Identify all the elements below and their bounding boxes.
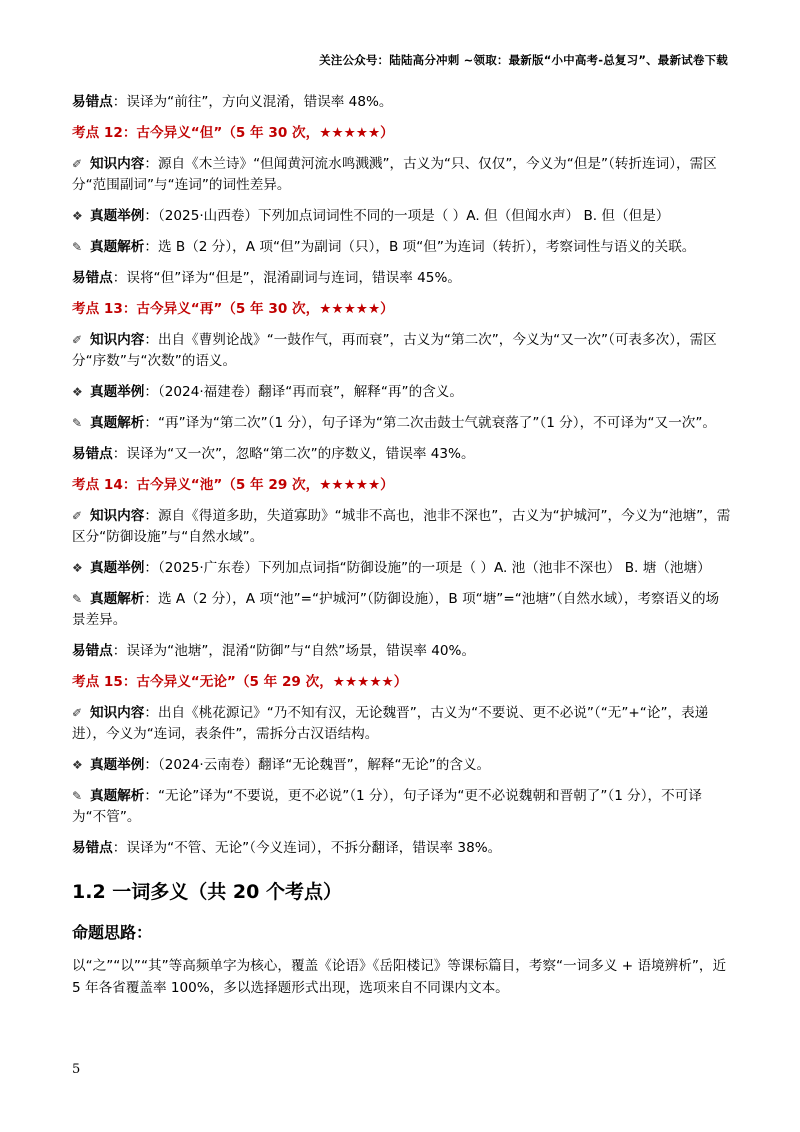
example-line xyxy=(72,755,732,776)
error-line xyxy=(72,444,732,465)
page-header: 关注公众号：陆陆高分冲刺 ~领取：最新版“小中高考-总复习”、最新试卷下载 xyxy=(319,53,728,67)
knowledge-text: ：源自《木兰诗》“但闻黄河流水鸣溅溅”，古义为“只、仅仅”，今义为“但是”（转折连词），需区分“范围副词”与“连词”的词性差异。 xyxy=(72,156,717,193)
example-label: 真题举例 xyxy=(90,384,145,400)
exam-point-14 xyxy=(72,475,732,662)
knowledge-label: 知识内容 xyxy=(90,508,145,524)
page-content xyxy=(72,92,732,999)
knowledge-label: 知识内容 xyxy=(90,705,145,721)
analysis-line xyxy=(72,589,732,631)
example-text: ：（2025·广东卷）下列加点词指“防御设施”的一项是（ ）A. 池（池非不深也） B. 塘（池塘） xyxy=(144,560,711,576)
knowledge-line xyxy=(72,703,732,745)
intro-error-line xyxy=(72,92,732,113)
section-heading: 1.2 一词多义（共 20 个考点） xyxy=(72,881,342,903)
error-text: ：误译为“不管、无论”（今义连词），不拆分翻译，错误率 38%。 xyxy=(112,840,502,856)
error-label: 易错点 xyxy=(72,270,113,286)
page-number: 5 xyxy=(72,1062,81,1077)
example-text: ：（2024·云南卷）翻译“无论魏晋”，解释“无论”的含义。 xyxy=(144,757,491,773)
exam-point-13 xyxy=(72,299,732,465)
error-text: ：误译为“前往”，方向义混淆，错误率 48%。 xyxy=(112,94,393,110)
pencil-icon: ✐ xyxy=(72,333,83,347)
point-title: 考点 13：古今异义“再”（5 年 30 次，★★★★★） xyxy=(72,301,394,317)
point-title: 考点 12：古今异义“但”（5 年 30 次，★★★★★） xyxy=(72,125,394,141)
diamond-bullet-icon: ❖ xyxy=(72,209,83,223)
diamond-bullet-icon: ❖ xyxy=(72,561,83,575)
knowledge-line xyxy=(72,506,732,548)
analysis-label: 真题解析 xyxy=(90,591,145,607)
analysis-label: 真题解析 xyxy=(90,415,145,431)
knowledge-text: ：源自《得道多助，失道寡助》“城非不高也，池非不深也”，古义为“护城河”，今义为“池塘”，需区分“防御设施”与“自然水域”。 xyxy=(72,508,731,545)
knowledge-text: ：出自《桃花源记》“乃不知有汉，无论魏晋”，古义为“不要说、更不必说”（“无”+“论”，表递进），今义为“连词，表条件”，需拆分古汉语结构。 xyxy=(72,705,709,742)
error-line xyxy=(72,838,732,859)
exam-point-12 xyxy=(72,123,732,289)
diamond-bullet-icon: ❖ xyxy=(72,385,83,399)
knowledge-label: 知识内容 xyxy=(90,156,145,172)
example-label: 真题举例 xyxy=(90,560,145,576)
example-label: 真题举例 xyxy=(90,208,145,224)
example-text: ：（2025·山西卷）下列加点词词性不同的一项是（ ）A. 但（但闻水声） B. 但（但是） xyxy=(144,208,670,224)
error-text: ：误译为“又一次”，忽略“第二次”的序数义，错误率 43%。 xyxy=(112,446,475,462)
knowledge-text: ：出自《曹刿论战》“一鼓作气，再而衰”，古义为“第二次”，今义为“又一次”（可表多次），需区分“序数”与“次数”的语义。 xyxy=(72,332,717,369)
analysis-line xyxy=(72,413,732,434)
example-text: ：（2024·福建卷）翻译“再而衰”，解释“再”的含义。 xyxy=(144,384,463,400)
example-line xyxy=(72,206,732,227)
error-line xyxy=(72,268,732,289)
example-label: 真题举例 xyxy=(90,757,145,773)
error-label: 易错点 xyxy=(72,94,113,110)
pen-icon: ✎ xyxy=(72,592,83,606)
error-text: ：误将“但”译为“但是”，混淆副词与连词，错误率 45%。 xyxy=(112,270,461,286)
analysis-line xyxy=(72,786,732,828)
pen-icon: ✎ xyxy=(72,789,83,803)
analysis-label: 真题解析 xyxy=(90,239,145,255)
pen-icon: ✎ xyxy=(72,240,83,254)
analysis-text: ：“再”译为“第二次”（1 分），句子译为“第二次击鼓士气就衰落了”（1 分），不可译为“又一次”。 xyxy=(144,415,717,431)
error-label: 易错点 xyxy=(72,840,113,856)
knowledge-label: 知识内容 xyxy=(90,332,145,348)
exam-point-15 xyxy=(72,672,732,859)
error-line xyxy=(72,641,732,662)
knowledge-line xyxy=(72,330,732,372)
pencil-icon: ✐ xyxy=(72,157,83,171)
pen-icon: ✎ xyxy=(72,416,83,430)
analysis-text: ：选 A（2 分），A 项“池”=“护城河”（防御设施），B 项“塘”=“池塘”（自然水域），考察语义的场景差异。 xyxy=(72,591,720,628)
analysis-label: 真题解析 xyxy=(90,788,145,804)
point-title: 考点 15：古今异义“无论”（5 年 29 次，★★★★★） xyxy=(72,674,408,690)
example-line xyxy=(72,558,732,579)
error-text: ：误译为“池塘”，混淆“防御”与“自然”场景，错误率 40%。 xyxy=(112,643,476,659)
analysis-text: ：“无论”译为“不要说，更不必说”（1 分），句子译为“更不必说魏朝和晋朝了”（1 分），不可译为“不管”。 xyxy=(72,788,702,825)
section-subheading: 命题思路： xyxy=(72,923,153,942)
error-label: 易错点 xyxy=(72,446,113,462)
example-line xyxy=(72,382,732,403)
analysis-text: ：选 B（2 分），A 项“但”为副词（只），B 项“但”为连词（转折），考察词性与语义的关联。 xyxy=(144,239,696,255)
knowledge-line xyxy=(72,154,732,196)
pencil-icon: ✐ xyxy=(72,509,83,523)
error-label: 易错点 xyxy=(72,643,113,659)
pencil-icon: ✐ xyxy=(72,706,83,720)
diamond-bullet-icon: ❖ xyxy=(72,758,83,772)
point-title: 考点 14：古今异义“池”（5 年 29 次，★★★★★） xyxy=(72,477,394,493)
analysis-line xyxy=(72,237,732,258)
section-paragraph: 以“之”“以”“其”等高频单字为核心，覆盖《论语》《岳阳楼记》等课标篇目，考察“一词多义 + 语境辨析”，近 5 年各省覆盖率 100%，多以选择题形式出现，选项来自不同课内文本。 xyxy=(72,958,727,996)
